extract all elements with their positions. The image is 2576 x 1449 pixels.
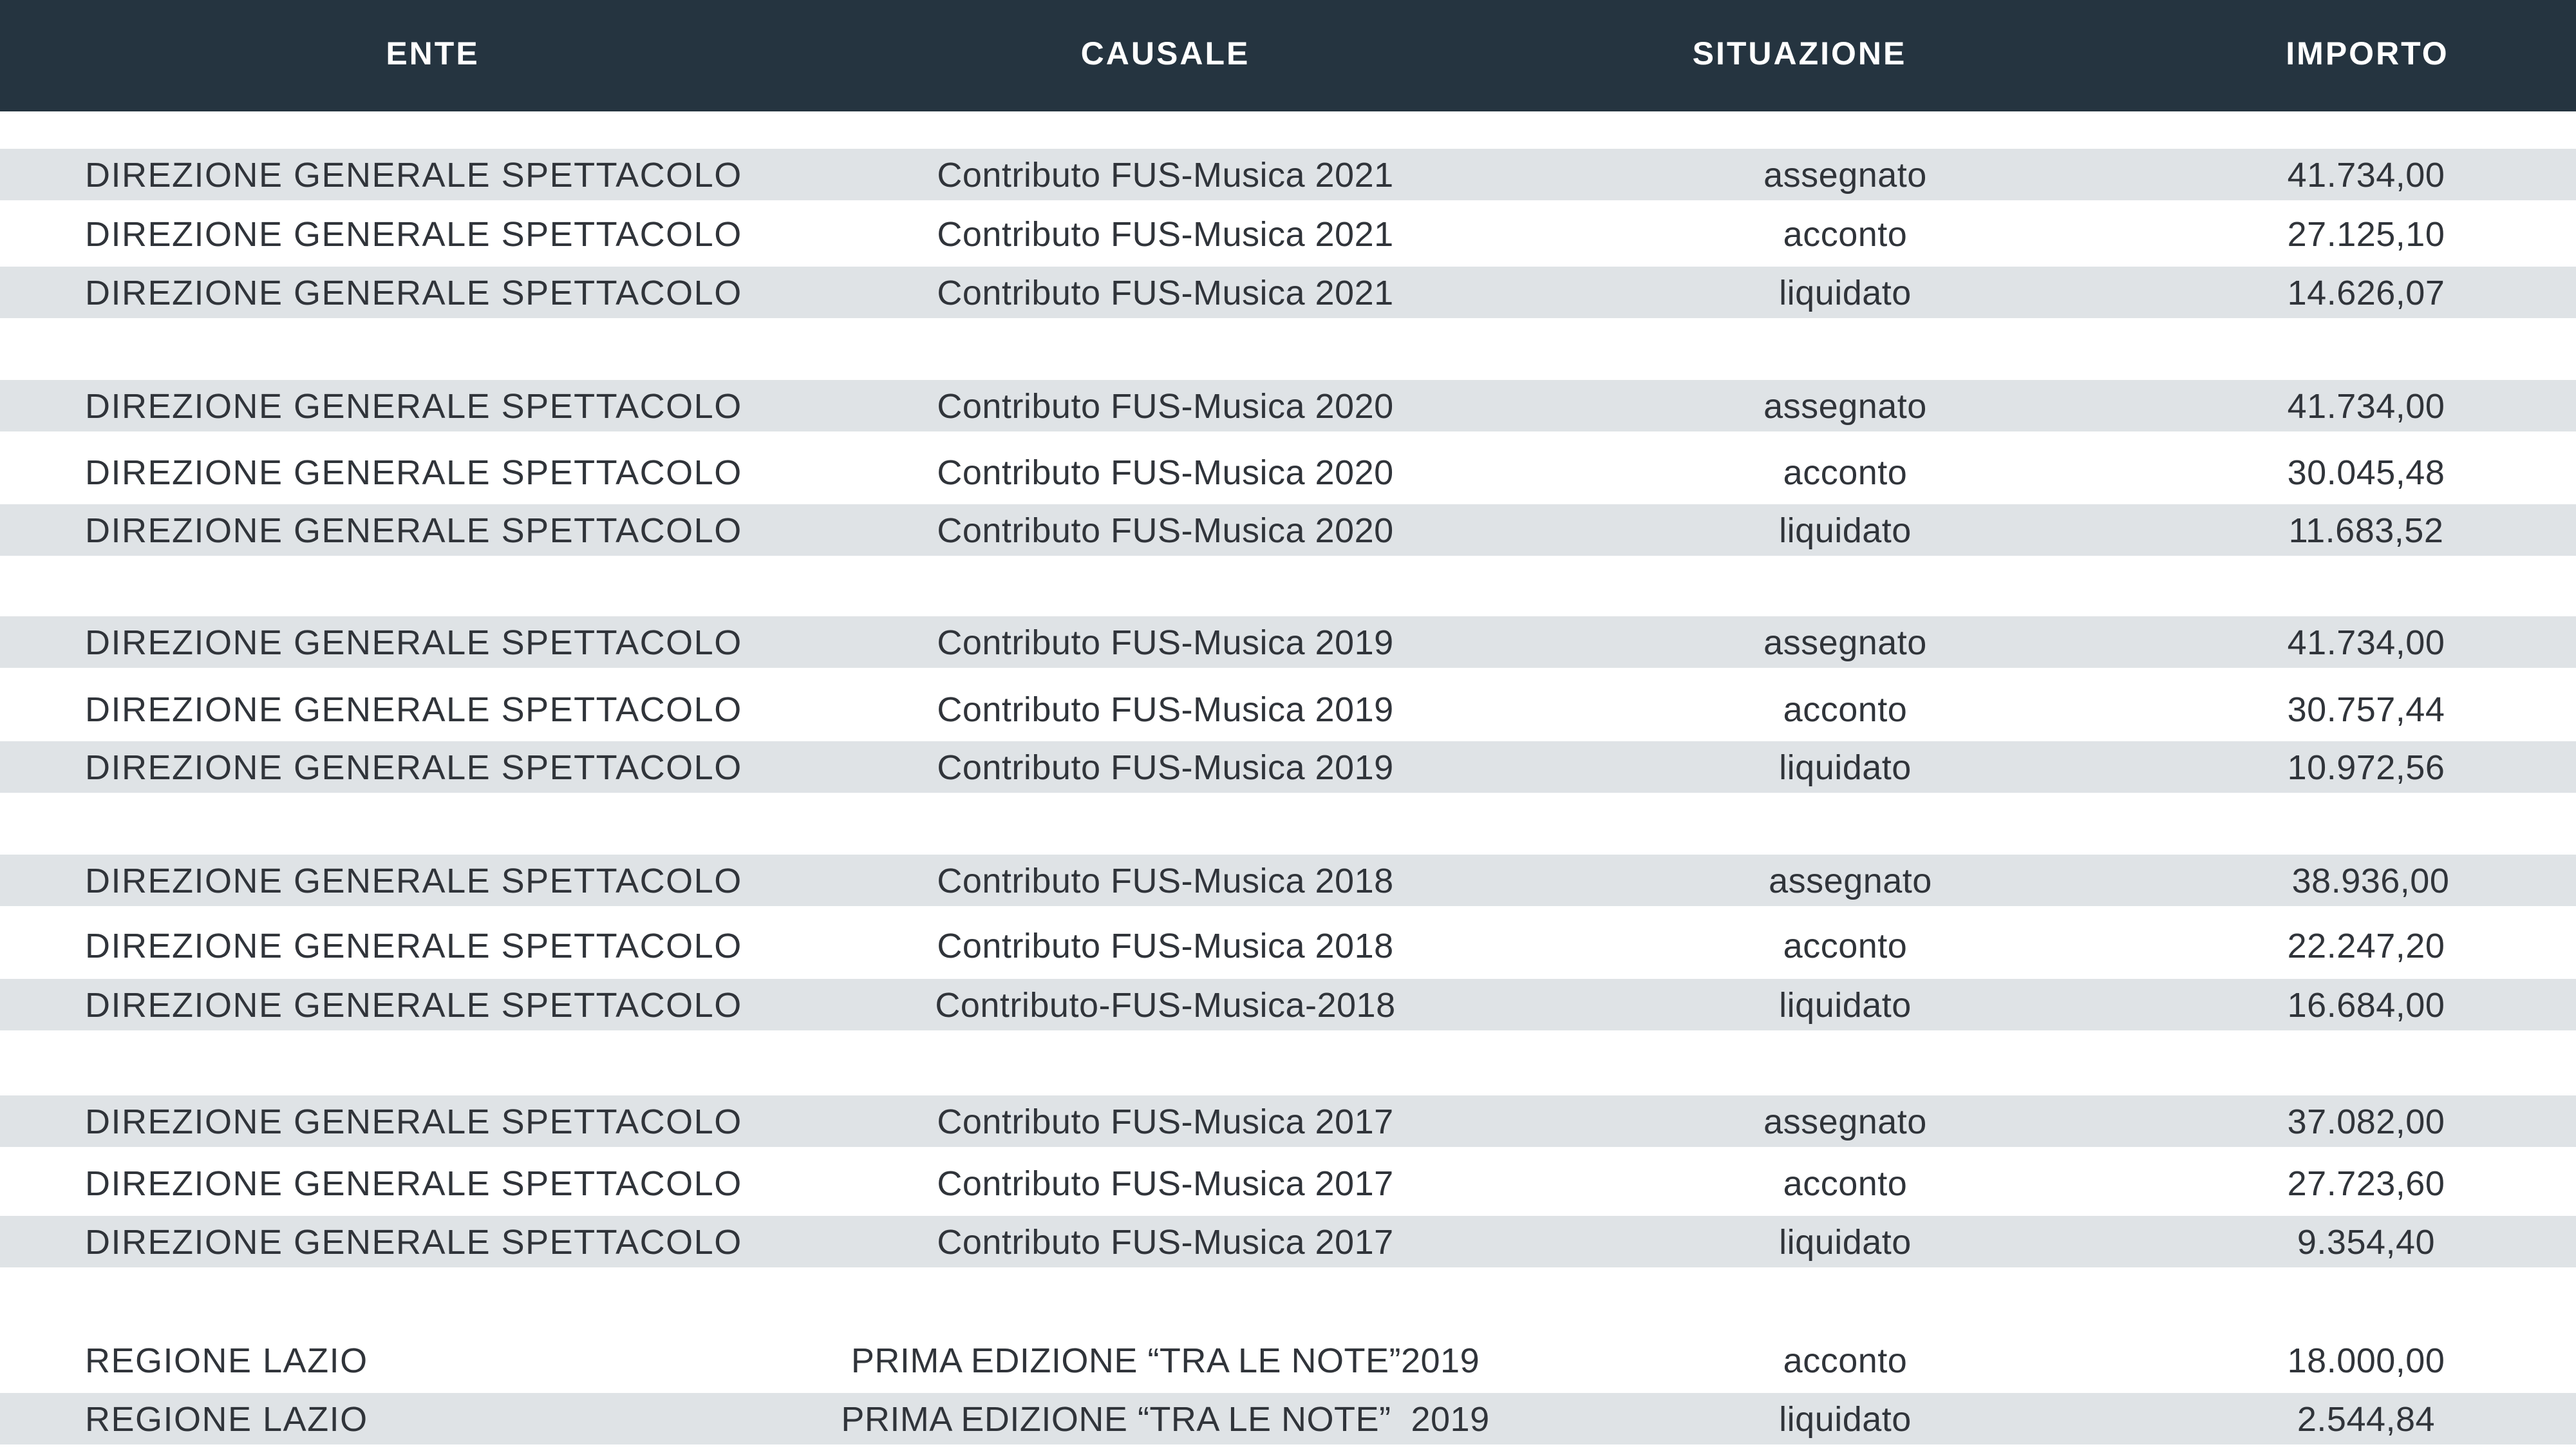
- cell-causale: Contributo FUS-Musica 2020: [937, 387, 1394, 426]
- cell-causale: Contributo FUS-Musica 2018: [937, 927, 1394, 965]
- cell-situazione: liquidato: [1779, 1223, 1912, 1262]
- cell-situazione: acconto: [1783, 690, 1908, 729]
- cell-causale: PRIMA EDIZIONE “TRA LE NOTE”2019: [851, 1341, 1480, 1380]
- cell-ente: REGIONE LAZIO: [85, 1341, 368, 1380]
- cell-situazione: acconto: [1783, 1164, 1908, 1203]
- cell-importo: 41.734,00: [2287, 387, 2445, 426]
- cell-importo: 38.936,00: [2291, 862, 2450, 900]
- cell-situazione: acconto: [1783, 927, 1908, 965]
- cell-importo: 30.757,44: [2287, 690, 2445, 729]
- cell-causale: Contributo FUS-Musica 2017: [937, 1103, 1394, 1141]
- cell-importo: 2.544,84: [2297, 1400, 2436, 1439]
- cell-importo: 18.000,00: [2287, 1341, 2445, 1380]
- cell-causale: Contributo-FUS-Musica-2018: [935, 986, 1396, 1025]
- cell-situazione: assegnato: [1769, 862, 1932, 900]
- cell-causale: Contributo FUS-Musica 2018: [937, 862, 1394, 900]
- cell-situazione: liquidato: [1779, 748, 1912, 787]
- cell-situazione: acconto: [1783, 1341, 1908, 1380]
- cell-importo: 14.626,07: [2287, 274, 2445, 312]
- cell-causale: Contributo FUS-Musica 2017: [937, 1164, 1394, 1203]
- cell-causale: Contributo FUS-Musica 2021: [937, 156, 1394, 194]
- cell-situazione: assegnato: [1763, 156, 1927, 194]
- table-row: [0, 1095, 2576, 1147]
- cell-importo: 41.734,00: [2287, 623, 2445, 662]
- cell-situazione: liquidato: [1779, 986, 1912, 1025]
- cell-ente: DIREZIONE GENERALE SPETTACOLO: [85, 453, 742, 492]
- cell-importo: 22.247,20: [2287, 927, 2445, 965]
- cell-causale: Contributo FUS-Musica 2020: [937, 453, 1394, 492]
- cell-ente: DIREZIONE GENERALE SPETTACOLO: [85, 690, 742, 729]
- cell-importo: 27.125,10: [2287, 215, 2445, 254]
- cell-ente: DIREZIONE GENERALE SPETTACOLO: [85, 387, 742, 426]
- cell-causale: PRIMA EDIZIONE “TRA LE NOTE” 2019: [841, 1400, 1490, 1439]
- cell-ente: DIREZIONE GENERALE SPETTACOLO: [85, 1103, 742, 1141]
- cell-importo: 10.972,56: [2287, 748, 2445, 787]
- table-row: [0, 380, 2576, 431]
- table-row: [0, 1334, 2576, 1386]
- cell-ente: DIREZIONE GENERALE SPETTACOLO: [85, 927, 742, 965]
- cell-causale: Contributo FUS-Musica 2021: [937, 215, 1394, 254]
- cell-situazione: acconto: [1783, 453, 1908, 492]
- cell-importo: 11.683,52: [2288, 511, 2444, 550]
- cell-ente: DIREZIONE GENERALE SPETTACOLO: [85, 274, 742, 312]
- table-row: [0, 979, 2576, 1030]
- cell-importo: 27.723,60: [2287, 1164, 2445, 1203]
- table-row: [0, 1393, 2576, 1444]
- cell-situazione: liquidato: [1779, 274, 1912, 312]
- cell-ente: DIREZIONE GENERALE SPETTACOLO: [85, 748, 742, 787]
- cell-importo: 9.354,40: [2297, 1223, 2436, 1262]
- cell-ente: DIREZIONE GENERALE SPETTACOLO: [85, 862, 742, 900]
- table-row: [0, 504, 2576, 556]
- cell-ente: DIREZIONE GENERALE SPETTACOLO: [85, 1164, 742, 1203]
- table-row: [0, 1216, 2576, 1267]
- cell-importo: 41.734,00: [2287, 156, 2445, 194]
- cell-situazione: liquidato: [1779, 1400, 1912, 1439]
- cell-causale: Contributo FUS-Musica 2017: [937, 1223, 1394, 1262]
- header-ente: ENTE: [386, 35, 480, 71]
- cell-ente: DIREZIONE GENERALE SPETTACOLO: [85, 1223, 742, 1262]
- cell-situazione: acconto: [1783, 215, 1908, 254]
- cell-causale: Contributo FUS-Musica 2019: [937, 748, 1394, 787]
- table-row: [0, 683, 2576, 735]
- table-row: [0, 267, 2576, 318]
- table-row: [0, 1157, 2576, 1209]
- table-row: [0, 149, 2576, 200]
- cell-ente: DIREZIONE GENERALE SPETTACOLO: [85, 623, 742, 662]
- table-row: [0, 920, 2576, 971]
- cell-ente: DIREZIONE GENERALE SPETTACOLO: [85, 215, 742, 254]
- cell-situazione: assegnato: [1763, 1103, 1927, 1141]
- cell-situazione: liquidato: [1779, 511, 1912, 550]
- table-row: [0, 208, 2576, 260]
- header-importo: IMPORTO: [2286, 35, 2449, 71]
- cell-situazione: assegnato: [1763, 623, 1927, 662]
- cell-causale: Contributo FUS-Musica 2020: [937, 511, 1394, 550]
- cell-causale: Contributo FUS-Musica 2019: [937, 690, 1394, 729]
- cell-causale: Contributo FUS-Musica 2019: [937, 623, 1394, 662]
- cell-ente: DIREZIONE GENERALE SPETTACOLO: [85, 156, 742, 194]
- cell-importo: 37.082,00: [2287, 1103, 2445, 1141]
- table-header: [0, 0, 2576, 111]
- header-causale: CAUSALE: [1080, 35, 1250, 71]
- cell-causale: Contributo FUS-Musica 2021: [937, 274, 1394, 312]
- cell-importo: 16.684,00: [2287, 986, 2445, 1025]
- table-row: [0, 855, 2576, 906]
- cell-situazione: assegnato: [1763, 387, 1927, 426]
- cell-ente: REGIONE LAZIO: [85, 1400, 368, 1439]
- cell-importo: 30.045,48: [2287, 453, 2445, 492]
- cell-ente: DIREZIONE GENERALE SPETTACOLO: [85, 511, 742, 550]
- header-situazione: SITUAZIONE: [1692, 35, 1907, 71]
- cell-ente: DIREZIONE GENERALE SPETTACOLO: [85, 986, 742, 1025]
- table-row: [0, 741, 2576, 793]
- table-row: [0, 616, 2576, 668]
- table-row: [0, 446, 2576, 498]
